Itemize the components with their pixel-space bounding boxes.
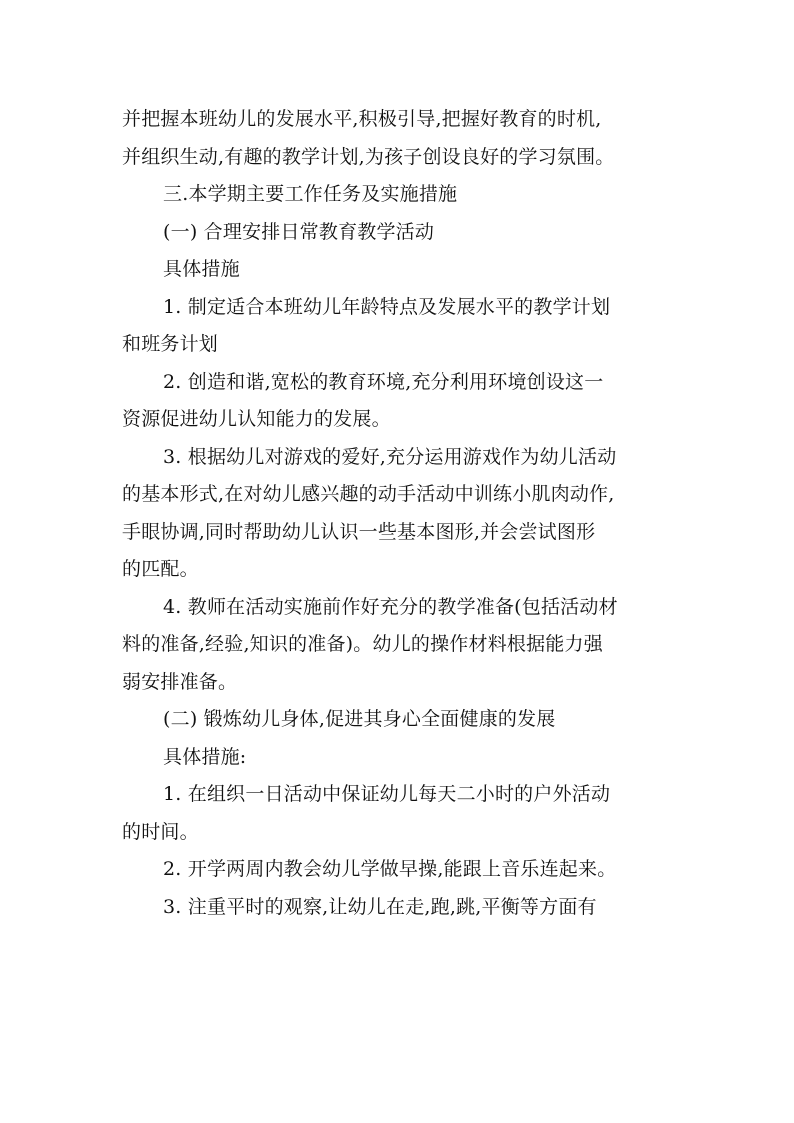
list-item: 2. 创造和谐,宽松的教育环境,充分利用环境创设这一 — [163, 370, 604, 393]
section-heading: 三.本学期主要工作任务及实施措施 — [163, 183, 458, 205]
text-line: 资源促进幼儿认知能力的发展。 — [122, 408, 391, 430]
text-line: 和班务计划 — [122, 333, 219, 355]
list-item: 2. 开学两周内教会幼儿学做早操,能跟上音乐连起来。 — [163, 858, 617, 880]
list-item: 1. 在组织一日活动中保证幼儿每天二小时的户外活动 — [163, 783, 611, 805]
text-line: 并把握本班幼儿的发展水平,积极引导,把握好教育的时机, — [122, 108, 602, 130]
subsection-heading: (二) 锻炼幼儿身体,促进其身心全面健康的发展 — [163, 708, 556, 730]
list-item: 4. 教师在活动实施前作好充分的教学准备(包括活动材 — [163, 595, 618, 618]
text-line: 并组织生动,有趣的教学计划,为孩子创设良好的学习氛围。 — [122, 145, 615, 168]
text-line: 的匹配。 — [122, 558, 199, 580]
text-line: 手眼协调,同时帮助幼儿认识一些基本图形,并会尝试图形 — [122, 520, 596, 543]
text-line: 的时间。 — [122, 820, 199, 843]
text-line: 料的准备,经验,知识的准备)。幼儿的操作材料根据能力强 — [122, 633, 603, 655]
list-item: 3. 根据幼儿对游戏的爱好,充分运用游戏作为幼儿活动 — [163, 445, 617, 468]
document-body — [122, 101, 682, 926]
subsection-heading: (一) 合理安排日常教育教学活动 — [163, 220, 435, 243]
text-line: 具体措施: — [163, 745, 247, 768]
list-item: 1. 制定适合本班幼儿年龄特点及发展水平的教学计划 — [163, 295, 611, 318]
text-line: 具体措施 — [163, 258, 240, 280]
list-item: 3. 注重平时的观察,让幼儿在走,跑,跳,平衡等方面有 — [163, 895, 597, 918]
text-line: 弱安排准备。 — [122, 670, 238, 693]
text-line: 的基本形式,在对幼儿感兴趣的动手活动中训练小肌肉动作, — [122, 483, 615, 505]
